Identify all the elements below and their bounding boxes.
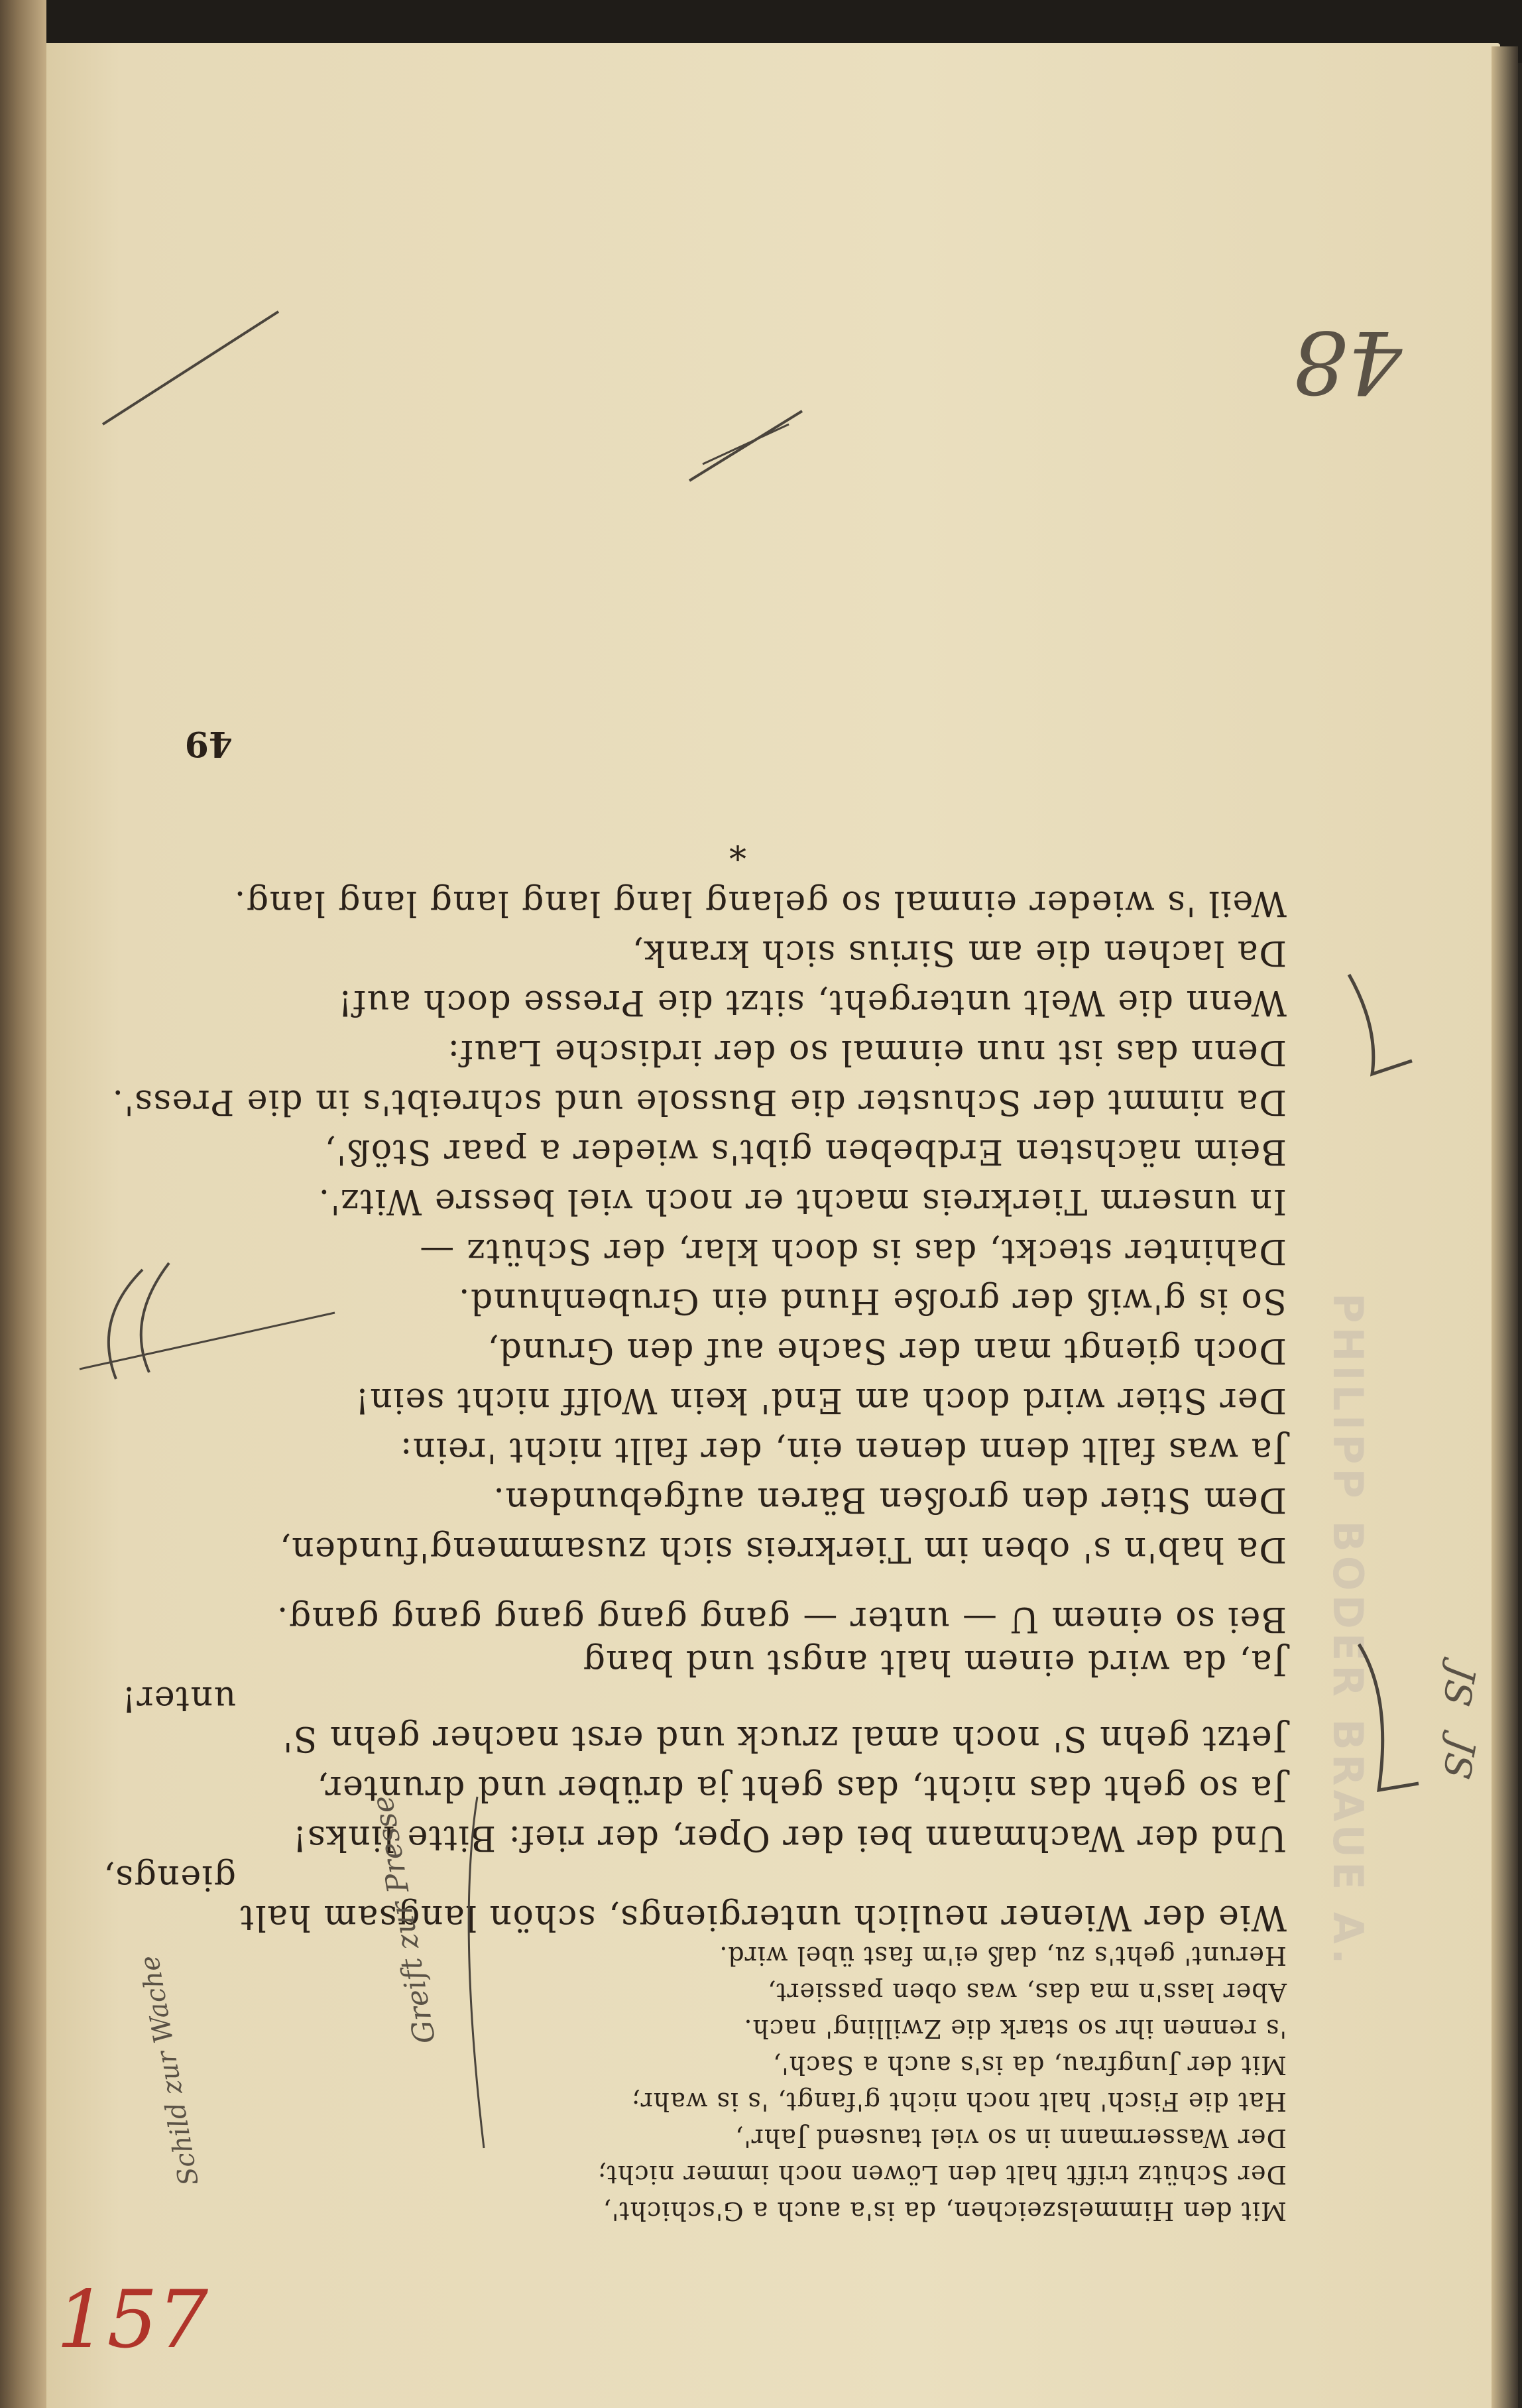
verse-line: Da lachen die am Sirius sich krank, (631, 933, 1287, 973)
verse-line: In unserm Tierkreis macht er noch viel bessre Witz'. (318, 1181, 1287, 1221)
pencil-slash-mark (689, 411, 802, 481)
pencil-check-mark (1359, 1644, 1419, 1790)
margin-mark: JS (1434, 1661, 1484, 1710)
verse-line: So is g'wiß der große Hund ein Grubenhund. (457, 1281, 1287, 1321)
pencil-slash-mark (103, 312, 278, 424)
margin-note: Greift zur Presse (365, 1793, 443, 2047)
verse-line: Hat die Fisch' halt noch nicht g'fangt, 's is wahr; (630, 2087, 1287, 2116)
refrain-line: Ja so geht das nicht, das geht ja drüber und drunter, (316, 1768, 1287, 1808)
verse-line: Denn das ist nun einmal so der irdische Lauf: (447, 1032, 1287, 1072)
verse-line: Mit der Jungfrau, da is's auch a Sach', (772, 2051, 1287, 2080)
verse-line: Der Wassermann in so viel tausend Jahr', (734, 2124, 1287, 2153)
refrain-line: Und der Wachmann bei der Oper, der rief: Bitte links! (292, 1818, 1287, 1858)
refrain-line: Ja, da wird einem halt angst und bang (582, 1642, 1287, 1682)
verse-line: Ja was fallt denn denen ein, der fallt nicht 'rein: (399, 1430, 1287, 1470)
pencil-check-mark (1349, 975, 1412, 1074)
verse-line: Da hab'n s' oben im Tierkreis sich zusammeng'funden, (278, 1530, 1287, 1569)
faded-stamp: PHILIPP BODER BRAUE A. (1324, 1293, 1372, 1968)
verse-line: Herunt' geht's zu, daß ei'm fast übel wird. (719, 1941, 1287, 1970)
pencil-bracket-mark (109, 1270, 143, 1379)
verse-line: Dem Stier den großen Bären aufgebunden. (492, 1480, 1287, 1520)
refrain-line: Jetzt gehn S' noch amal zruck und erst nacher gehn S' (282, 1718, 1287, 1758)
verse-line: 's rennen ihr so stark die Zwilling' nach. (743, 2014, 1287, 2043)
pencil-margin-line (469, 1797, 484, 2148)
verse-line: Dahinter steckt, das is doch klar, der Schütz — (418, 1231, 1287, 1271)
section-separator: * (729, 827, 746, 867)
printed-page-number: 49 (184, 723, 233, 764)
refrain-line: Bei so einem U — unter — gang gang gang gang gang. (276, 1599, 1287, 1639)
verse-line: Der Stier wird doch am End' kein Wolff nicht sein! (354, 1380, 1287, 1420)
folio-number: 48 (1293, 312, 1403, 412)
verse-line: Der Schütz trifft halt den Löwen noch immer nicht; (597, 2160, 1287, 2189)
verse-line: Aber lass'n ma das, was oben passiert, (767, 1978, 1287, 2007)
refrain-line: giengs, (102, 1858, 236, 1897)
verse-line: Wenn die Welt untergeht, sitzt die Presse doch auf! (337, 983, 1287, 1022)
verse-line: Weil 's wieder einmal so gelang lang lang lang lang lang. (233, 883, 1287, 923)
pencil-bracket-mark (141, 1263, 169, 1372)
pencil-slash-mark (703, 424, 789, 464)
archive-number: 157 (56, 2274, 209, 2366)
verse-line: Da nimmt der Schuster die Bussole und schreibt's in die Press'. (111, 1082, 1287, 1122)
verse-line: Beim nächsten Erdbeben gibt's wieder a paar Stöß', (323, 1132, 1287, 1172)
margin-note: Schild zur Wache (134, 1953, 205, 2189)
pencil-underline-mark (80, 1313, 335, 1369)
refrain-line: unter! (121, 1679, 236, 1718)
verse-line: Mit den Himmelszeichen, da is'a auch a G'schicht', (602, 2197, 1287, 2226)
verse-line: Doch giengt man der Sache auf den Grund, (487, 1331, 1287, 1370)
margin-mark: JS (1434, 1734, 1484, 1783)
refrain-line: Wie der Wiener neulich untergiengs, schön langsam halt (239, 1897, 1287, 1937)
